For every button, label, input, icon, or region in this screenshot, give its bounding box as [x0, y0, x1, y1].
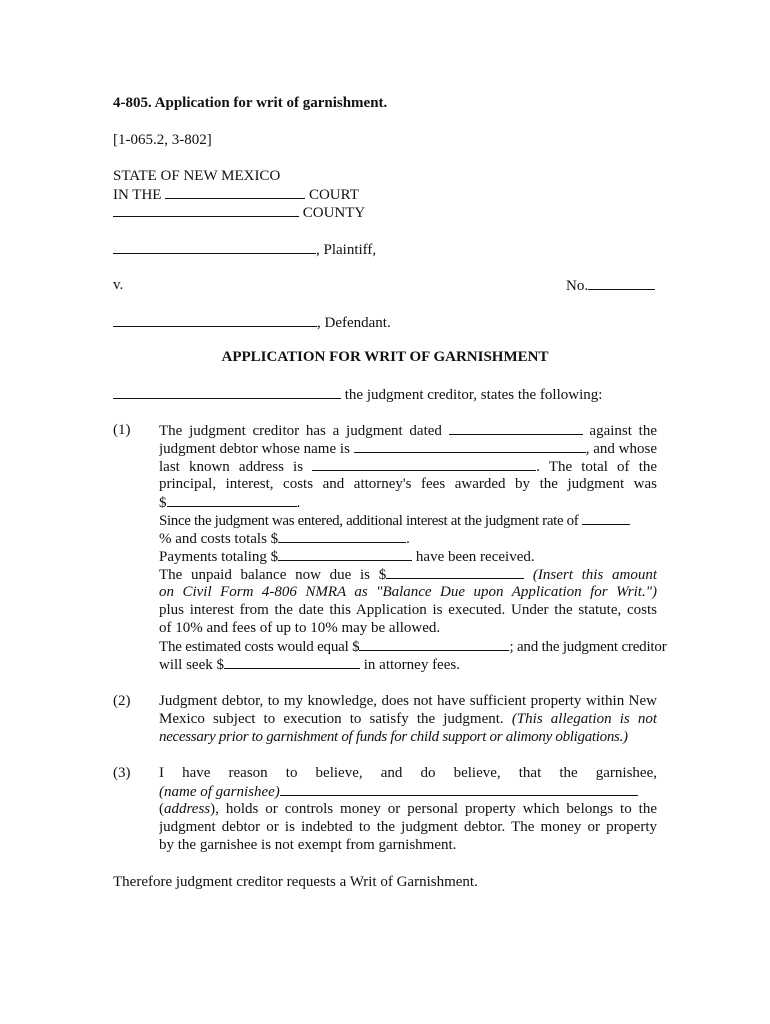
- para3-body: [159, 764, 657, 854]
- caption-state: STATE OF NEW MEXICO: [113, 168, 281, 184]
- debtor-address-blank[interactable]: [312, 457, 536, 471]
- costs-total-blank[interactable]: [278, 529, 406, 543]
- para1-line2: judgment debtor whose name is , and whose: [159, 441, 657, 457]
- para1-line14: will seek $ in attorney fees.: [159, 657, 460, 673]
- rule-heading: 4-805. Application for writ of garnishment.: [113, 95, 388, 111]
- in-the-label: IN THE: [113, 187, 162, 203]
- defendant-name-blank[interactable]: [113, 313, 317, 327]
- judgment-date-blank[interactable]: [449, 421, 583, 435]
- case-number-blank[interactable]: [588, 276, 655, 290]
- para1-line11: plus interest from the date this Application is executed. Under the statute, costs: [159, 602, 657, 618]
- para1-line8: Payments totaling $ have been received.: [159, 549, 535, 565]
- para1-body: [159, 421, 667, 673]
- case-number-line: [566, 276, 655, 295]
- unpaid-balance-blank[interactable]: [386, 565, 524, 579]
- conclusion: Therefore judgment creditor requests a Writ of Garnishment.: [113, 874, 478, 890]
- versus-label: v.: [113, 277, 124, 293]
- garnishee-name-blank[interactable]: [280, 782, 638, 796]
- intro-text: the judgment creditor, states the following:: [341, 387, 603, 403]
- court-name-blank[interactable]: [165, 185, 305, 199]
- para3-line2: (name of garnishee): [159, 782, 657, 800]
- para1-line9: The unpaid balance now due is $ (Insert this amount: [159, 567, 657, 583]
- creditor-name-blank[interactable]: [113, 385, 341, 399]
- plaintiff-line: [113, 240, 376, 259]
- para1-line7: % and costs totals $ .: [159, 531, 410, 547]
- para2-body: [159, 692, 657, 746]
- defendant-label: , Defendant.: [317, 315, 391, 331]
- para2-line1: Judgment debtor, to my knowledge, does not have sufficient property within New: [159, 693, 657, 709]
- para3-line3: (address), holds or controls money or personal property which belongs to the: [159, 801, 657, 817]
- plaintiff-name-blank[interactable]: [113, 240, 316, 254]
- case-number-label: No.: [566, 278, 589, 294]
- cross-reference: [1-065.2, 3-802]: [113, 132, 212, 148]
- para2-line2: Mexico subject to execution to satisfy the judgment. (This allegation is not: [159, 711, 657, 727]
- intro-line: [113, 385, 602, 404]
- para1-number: (1): [113, 422, 131, 438]
- para3-line5: by the garnishee is not exempt from garnishment.: [159, 837, 457, 853]
- para3-number: (3): [113, 765, 131, 781]
- defendant-line: [113, 313, 391, 332]
- county-name-blank[interactable]: [113, 203, 299, 217]
- para1-line12: of 10% and fees of up to 10% may be allowed.: [159, 620, 441, 636]
- para3-line1: I have reason to believe, and do believe, that the garnishee,: [159, 764, 657, 782]
- caption-county-line: [113, 203, 365, 222]
- para1-line6: Since the judgment was entered, additional interest at the judgment rate of: [159, 511, 657, 529]
- debtor-name-blank[interactable]: [354, 439, 586, 453]
- attorney-fees-blank[interactable]: [224, 655, 360, 669]
- county-label: COUNTY: [302, 205, 366, 221]
- para1-line1: The judgment creditor has a judgment dated against the: [159, 423, 657, 439]
- form-title: APPLICATION FOR WRIT OF GARNISHMENT: [221, 349, 549, 365]
- interest-rate-blank[interactable]: [582, 511, 630, 525]
- para1-line3: last known address is . The total of the: [159, 459, 657, 475]
- estimated-costs-blank[interactable]: [359, 637, 509, 651]
- para2-number: (2): [113, 693, 131, 709]
- para1-line4: principal, interest, costs and attorney's fees awarded by the judgment was: [159, 476, 657, 492]
- plaintiff-label: , Plaintiff,: [316, 242, 377, 258]
- total-awarded-blank[interactable]: [167, 493, 297, 507]
- para1-line5: $ .: [159, 495, 301, 511]
- payments-total-blank[interactable]: [278, 547, 412, 561]
- para1-line13: The estimated costs would equal $ ; and the judgment creditor: [159, 639, 667, 655]
- caption-court-line: [113, 185, 359, 204]
- para1-line10: on Civil Form 4-806 NMRA as "Balance Due upon Application for Writ."): [159, 584, 657, 600]
- court-label: COURT: [308, 187, 359, 203]
- para3-line4: judgment debtor or is indebted to the judgment debtor. The money or property: [159, 819, 657, 835]
- para2-line3: necessary prior to garnishment of funds for child support or alimony obligations.): [159, 729, 628, 745]
